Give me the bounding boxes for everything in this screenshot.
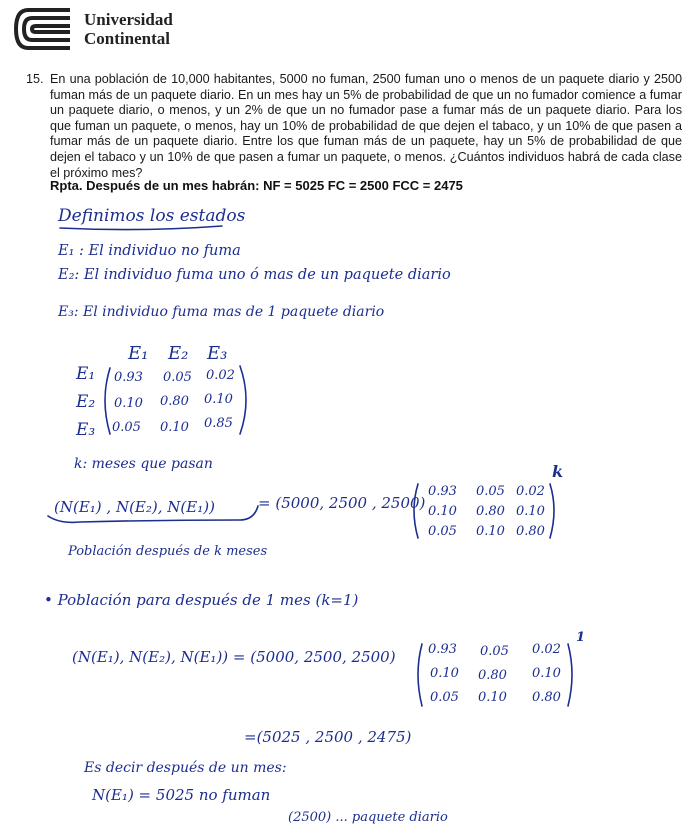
problem-number: 15. bbox=[26, 72, 44, 86]
matrix1-cell: 0.93 bbox=[114, 370, 143, 385]
matrix2-cell: 0.05 bbox=[428, 524, 457, 539]
institution-name bbox=[84, 10, 173, 48]
matrix1-cell: 0.02 bbox=[206, 368, 235, 383]
k-definition: k: meses que pasan bbox=[74, 456, 213, 472]
matrix3-cell: 0.80 bbox=[532, 690, 561, 705]
matrix3-cell: 0.10 bbox=[478, 690, 507, 705]
after-one-month-heading: • Población para después de 1 mes (k=1) bbox=[44, 591, 359, 609]
matrix1-col-header: E₂ bbox=[168, 343, 189, 364]
matrix2-exponent: k bbox=[552, 462, 564, 481]
initial-vector: = (5000, 2500 , 2500) bbox=[258, 494, 426, 512]
matrix1-cell: 0.10 bbox=[160, 420, 189, 435]
matrix1-row-header: E₃ bbox=[76, 420, 96, 440]
matrix1-cell: 0.05 bbox=[163, 370, 192, 385]
matrix2-cell: 0.05 bbox=[476, 484, 505, 499]
states-heading: Definimos los estados bbox=[58, 206, 246, 226]
matrix1-cell: 0.10 bbox=[204, 392, 233, 407]
cut-off-line: (2500) ... paquete diario bbox=[288, 810, 448, 825]
matrix2-cell: 0.02 bbox=[516, 484, 545, 499]
university-logo-icon bbox=[12, 6, 74, 52]
equation-caption: Población después de k meses bbox=[68, 544, 268, 559]
matrix3-cell: 0.93 bbox=[428, 642, 457, 657]
result-vector: =(5025 , 2500 , 2475) bbox=[244, 728, 412, 746]
matrix1-row-header: E₁ bbox=[76, 364, 96, 384]
state-e2: E₂: El individuo fuma uno ó mas de un paquete diario bbox=[58, 267, 451, 283]
matrix1-cell: 0.05 bbox=[112, 420, 141, 435]
answer-line: Rpta. Después de un mes habrán: NF = 5025 FC = 2500 FCC = 2475 bbox=[50, 178, 463, 193]
state-e1: E₁ : El individuo no fuma bbox=[58, 243, 241, 259]
matrix3-cell: 0.05 bbox=[430, 690, 459, 705]
state-e3: E₃: El individuo fuma mas de 1 paquete diario bbox=[58, 304, 385, 320]
matrix1-col-header: E₁ bbox=[128, 343, 149, 364]
matrix1-col-header: E₃ bbox=[207, 343, 228, 364]
conclusion-line: Es decir después de un mes: bbox=[84, 760, 287, 776]
matrix1-row-header: E₂ bbox=[76, 392, 96, 412]
population-equation-k1: (N(E₁), N(E₂), N(E₁)) = (5000, 2500, 2500) bbox=[72, 648, 396, 666]
matrix2-cell: 0.80 bbox=[476, 504, 505, 519]
institution-line-2: Continental bbox=[84, 29, 170, 48]
matrix2-cell: 0.10 bbox=[428, 504, 457, 519]
matrix2-cell: 0.93 bbox=[428, 484, 457, 499]
matrix3-cell: 0.05 bbox=[480, 644, 509, 659]
matrix3-cell: 0.10 bbox=[430, 666, 459, 681]
matrix3-cell: 0.10 bbox=[532, 666, 561, 681]
matrix2-cell: 0.10 bbox=[516, 504, 545, 519]
matrix3-cell: 0.02 bbox=[532, 642, 561, 657]
matrix1-cell: 0.85 bbox=[204, 416, 233, 431]
population-vector: (N(E₁) , N(E₂), N(E₁)) bbox=[54, 498, 215, 516]
problem-text: En una población de 10,000 habitantes, 5000 no fuman, 2500 fuman uno o menos de un paquete diario y 2500 fuman más de un paquete diario. En un mes hay un 5% de probabilidad de que un no fumador comience a fumar un paquete diario, o menos, y un 2% de que un no fumador pase a fumar más de un paquete diario. Para los que fuman un paquete, o menos, hay un 10% de probabilidad de que dejen el tabaco, y un 10% de que pasen a fumar más de un paquete diario. Entre los que fuman más de un paquete, hay un 5% de probabilidad de que dejen el tabaco y un 10% de que pasen a fumar un paquete, o menos. ¿Cuántos individuos habrá de cada clase el próximo mes? bbox=[50, 72, 682, 180]
non-smokers-count: N(E₁) = 5025 no fuman bbox=[92, 786, 271, 804]
problem-statement bbox=[26, 72, 682, 181]
matrix1-cell: 0.10 bbox=[114, 396, 143, 411]
matrix3-cell: 0.80 bbox=[478, 668, 507, 683]
matrix2-cell: 0.80 bbox=[516, 524, 545, 539]
matrix1-cell: 0.80 bbox=[160, 394, 189, 409]
matrix3-exponent: 1 bbox=[576, 630, 586, 645]
matrix2-cell: 0.10 bbox=[476, 524, 505, 539]
institution-line-1: Universidad bbox=[84, 10, 173, 29]
